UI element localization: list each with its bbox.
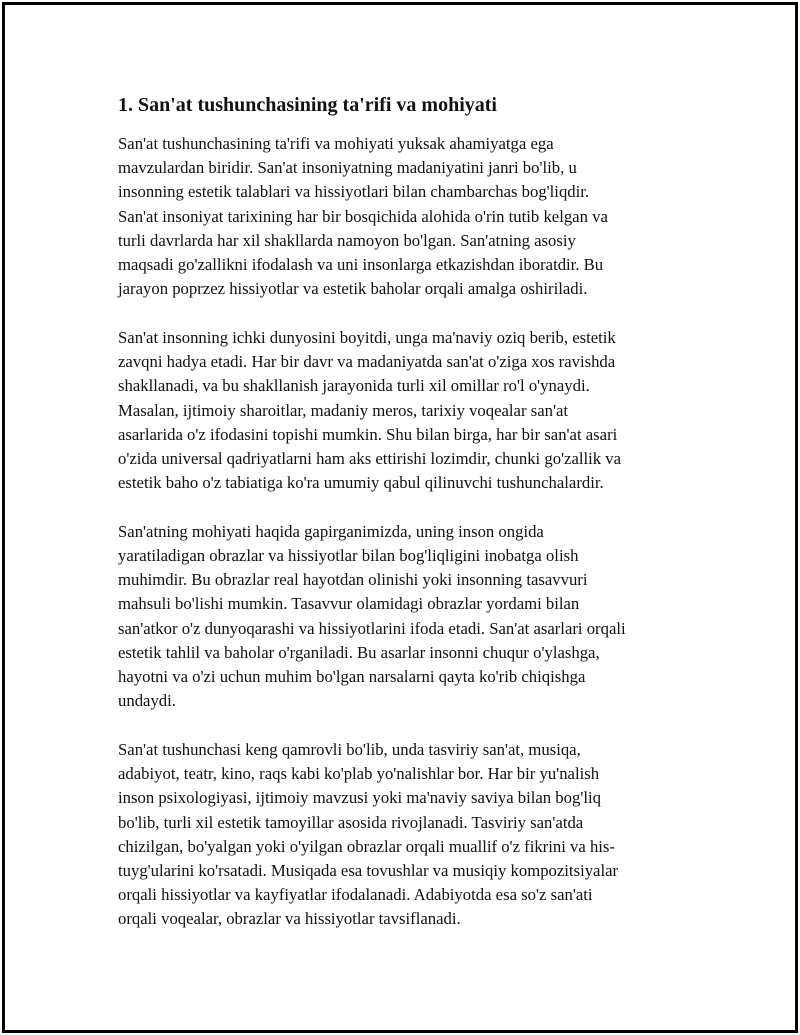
text-line: San'atning mohiyati haqida gapirganimizda, uning inson ongida bbox=[118, 521, 544, 541]
text-line: estetik baho o'z tabiatiga ko'ra umumiy qabul qilinuvchi tushunchalardir. bbox=[118, 473, 604, 493]
text-line: orqali voqealar, obrazlar va hissiyotlar tavsiflanadi. bbox=[118, 909, 461, 929]
text-line: maqsadi go'zallikni ifodalash va uni insonlarga etkazishdan iboratdir. Bu bbox=[118, 255, 604, 275]
text-line: turli davrlarda har xil shakllarda namoyon bo'lgan. San'atning asosiy bbox=[118, 230, 576, 250]
text-line: Masalan, ijtimoiy sharoitlar, madaniy meros, tarixiy voqealar san'at bbox=[118, 400, 568, 420]
text-line: jarayon poprzez hissiyotlar va estetik baholar orqali amalga oshiriladi. bbox=[118, 279, 588, 299]
document-body bbox=[118, 92, 698, 956]
text-line: chizilgan, bo'yalgan yoki o'yilgan obrazlar orqali muallif o'z fikrini va his- bbox=[118, 836, 615, 856]
text-line: bo'lib, turli xil estetik tamoyillar asosida rivojlanadi. Tasviriy san'atda bbox=[118, 812, 584, 832]
text-line: inson psixologiyasi, ijtimoiy mavzusi yoki ma'naviy saviya bilan bog'liq bbox=[118, 788, 601, 808]
text-line: shakllanadi, va bu shakllanish jarayonida turli xil omillar ro'l o'ynaydi. bbox=[118, 376, 590, 396]
text-line: muhimdir. Bu obrazlar real hayotdan olinishi yoki insonning tasavvuri bbox=[118, 570, 588, 590]
text-line: insonning estetik talablari va hissiyotlari bilan chambarchas bog'liqdir. bbox=[118, 182, 590, 202]
text-line: asarlarida o'z ifodasini topishi mumkin. Shu bilan birga, har bir san'at asari bbox=[118, 424, 618, 444]
text-line: tuyg'ularini ko'rsatadi. Musiqada esa tovushlar va musiqiy kompozitsiyalar bbox=[118, 860, 619, 880]
text-line: San'at insoniyat tarixining har bir bosqichida alohida o'rin tutib kelgan va bbox=[118, 206, 608, 226]
text-line: mavzulardan biridir. San'at insoniyatning madaniyatini janri bo'lib, u bbox=[118, 158, 577, 178]
paragraph-1 bbox=[118, 132, 698, 301]
paragraph-4 bbox=[118, 738, 698, 932]
text-line: yaratiladigan obrazlar va hissiyotlar bilan bog'liqligini inobatga olish bbox=[118, 546, 579, 566]
text-line: hayotni va o'zi uchun muhim bo'lgan narsalarni qayta ko'rib chiqishga bbox=[118, 667, 586, 687]
text-line: San'at tushunchasi keng qamrovli bo'lib, unda tasviriy san'at, musiqa, bbox=[118, 739, 581, 759]
text-line: o'zida universal qadriyatlarni ham aks ettirishi lozimdir, chunki go'zallik va bbox=[118, 448, 622, 468]
text-line: mahsuli bo'lishi mumkin. Tasavvur olamidagi obrazlar yordami bilan bbox=[118, 594, 580, 614]
paragraph-3 bbox=[118, 520, 698, 714]
text-line: zavqni hadya etadi. Har bir davr va madaniyatda san'at o'ziga xos ravishda bbox=[118, 352, 616, 372]
text-line: estetik tahlil va baholar o'rganiladi. Bu asarlar insonni chuqur o'ylashga, bbox=[118, 642, 600, 662]
text-line: orqali hissiyotlar va kayfiyatlar ifodalanadi. Adabiyotda esa so'z san'ati bbox=[118, 885, 593, 905]
paragraph-2 bbox=[118, 326, 698, 495]
text-line: san'atkor o'z dunyoqarashi va hissiyotlarini ifoda etadi. San'at asarlari orqali bbox=[118, 618, 626, 638]
text-line: undaydi. bbox=[118, 691, 176, 711]
section-heading: 1. San'at tushunchasining ta'rifi va mohiyati bbox=[118, 94, 497, 116]
text-line: San'at insonning ichki dunyosini boyitdi, unga ma'naviy oziq berib, estetik bbox=[118, 327, 616, 347]
text-line: adabiyot, teatr, kino, raqs kabi ko'plab yo'nalishlar bor. Har bir yu'nalish bbox=[118, 764, 600, 784]
text-line: San'at tushunchasining ta'rifi va mohiyati yuksak ahamiyatga ega bbox=[118, 134, 554, 153]
